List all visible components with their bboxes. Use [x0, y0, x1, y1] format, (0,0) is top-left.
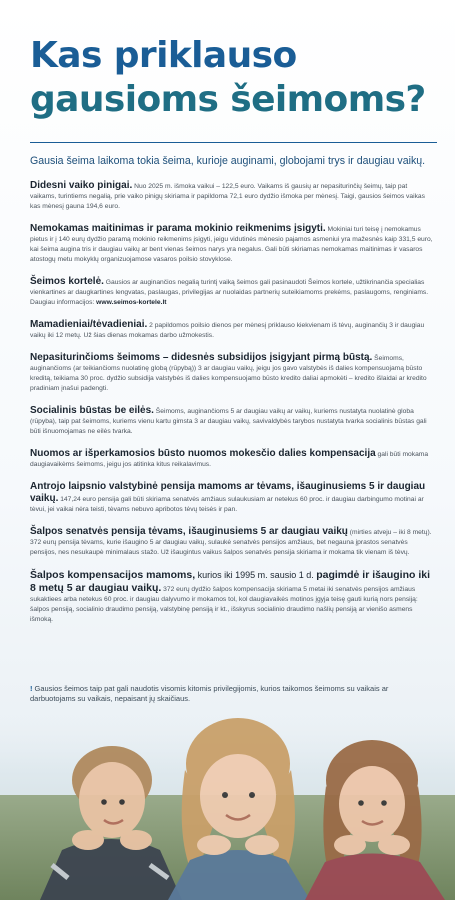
entry-heading: Nemokamas maitinimas ir parama mokinio reikmenims įsigyti. — [30, 223, 326, 234]
entry-body: Mokiniai turi teisę į nemokamus pietus ir į 140 eurų dydžio paramą mokinio reikmenims įsigyti, jeigu vidutinės mėnesio pajamos asmeniui yra mažesnės kaip 331,5 euro, kai šeima augina tris ir daugiau vaikų ar bent vienas šeimos narys yra negalus. Gali būti skiriamas nemokamas maitinimas ir vasaros atostogų metu mokyklų organizuojamose vasaros poilsio stovyklose. — [30, 226, 433, 263]
entry-body: Nuo 2025 m. išmoka vaikui – 122,5 euro. Vaikams iš gausių ar nepasiturinčių šeimų, taip pat vaikams, turintiems negalią, prie vaiko pinigų skiriama ir papildoma 72,1 euro dydžio išmoka per mėnesį. Taigi, gausios šeimos vaikas kas mėnesį gauna 194,6 euro. — [30, 183, 425, 210]
benefit-entry-relief-compensation — [30, 569, 435, 625]
entry-heading: Šalpos kompensacijos mamoms, — [30, 569, 196, 581]
benefits-list — [30, 180, 435, 636]
benefit-entry-rent-compensation — [30, 448, 435, 470]
entry-heading-mid: kurios iki 1995 m. sausio 1 d. — [195, 570, 317, 580]
benefit-entry-state-pension — [30, 481, 435, 515]
benefit-entry-housing-subsidy — [30, 352, 435, 394]
entry-body: 372 eurų dydžio šalpos kompensacija skiriama 5 metai iki senatvės pensijos amžiaus sukaktiees arba netekus 60 proc. ir daugiau dalyvumo ir mokamos tol, kol daugiavaikės motinos įgyja teisę gauti kurią nors pensiją: šalpos pensiją, socialinio draudimo pensiją, valstybinę pensiją ir kt., išskyrus socialinio draudimo našlių pensiją ar vienišo asmens išmoką. — [30, 586, 418, 623]
benefit-entry-free-meals — [30, 223, 435, 265]
entry-heading: Šalpos senatvės pensija tėvams, išauginusiems 5 ar daugiau vaikų — [30, 526, 348, 537]
title-line-1: Kas priklauso — [30, 35, 297, 76]
entry-heading: Didesni vaiko pinigai. — [30, 180, 133, 191]
entry-body: Gausios ar auginančios negalią turintį vaiką šeimos gali pasinaudoti Šeimos kortele, užtikrinančia specialias vienkartines ar daugkartines lengvatas, paslaugas, privilegijas ar nuolaidas partnerių suteikiamoms prekėms, paslaugoms, renginiams. Daugiau informacijos: — [30, 279, 429, 306]
benefit-entry-family-card — [30, 276, 435, 308]
entry-heading: Mamadieniai/tėvadieniai. — [30, 319, 148, 330]
benefit-entry-parent-days — [30, 319, 435, 341]
entry-heading: Nepasiturinčioms šeimoms – didesnės subsidijos įsigyjant pirmą būstą. — [30, 352, 373, 363]
entry-body: 147,24 euro pensija gali būti skiriama senatvės amžiaus sulaukusiam ar netekus 60 proc. ir daugiau darbingumo motinai ar tėvui, jei vaikai nėra teisti, tėvams nebuvo apribotos tėvų teisės ir pan. — [30, 496, 424, 513]
page-title — [30, 34, 440, 122]
benefit-entry-child-money — [30, 180, 435, 212]
entry-body: Šeimoms, auginančioms (ar teikiančioms nuolatinę globą (rūpybą)) 3 ar daugiau vaikų, jeigu jos gavo valstybės iš dalies kompensuojamą būsto kreditą, teikiama 30 proc. dydžio subsidija valstybės iš dalies kompensuojamo būsto kredito daliai apmokėti – kredito išlaidai ar kredito pradiniam įnašui padengti. — [30, 355, 427, 392]
footnote-text: Gausios šeimos taip pat gali naudotis visomis kitomis privilegijomis, kurios taikomos šeimoms su vaikais ar darbuotojams su vaikais, nepaisant jų skaičiaus. — [30, 684, 389, 703]
three-children-photo — [0, 700, 455, 900]
entry-body: (mirties atveju – iki 8 metų). 372 eurų pensija tėvams, kurie išaugino 5 ar daugiau vaikų, sulaukė senatvės pensijos amžiaus, bet negauna įprastos senatvės pensijos, nes nesukaupė minimalaus stažo. Už išaugintus vaikus šalpos senatvės pensija skiriama ir mokama tik vienam iš tėvų. — [30, 529, 432, 556]
entry-heading: Socialinis būstas be eilės. — [30, 405, 154, 416]
entry-heading: Šeimos kortelė. — [30, 276, 104, 287]
divider — [30, 142, 437, 143]
entry-heading-end: pagimdė ir išaugino iki 8 metų 5 ar daugiau vaikų. — [30, 569, 430, 594]
entry-body: 2 papildomos poilsio dienos per mėnesį priklauso kiekvienam iš tėvų, auginančių 3 ir daugiau vaikų iki 12 metų. Už šias dienas mokamas darbo užmokestis. — [30, 322, 425, 339]
family-card-link[interactable]: www.seimos-kortele.lt — [96, 299, 167, 306]
entry-body: gali būti mokama daugiavaikėms šeimoms, jeigu jos atitinka kitus reikalavimus. — [30, 451, 429, 468]
footnote — [30, 684, 430, 704]
title-line-2: gausioms šeimoms? — [30, 79, 426, 120]
entry-body: Šeimoms, auginančioms 5 ar daugiau vaikų ar vaikų, kuriems nustatyta nuolatinė globa (rūpyba), taip pat šeimoms, kuriems vienu kartu gimsta 3 ar daugiau vaikų, savivaldybės tarybos nustatyta tvarka socialinis būstas gali būti išnuomojamas ne eilės tvarka. — [30, 408, 427, 435]
benefit-entry-relief-pension — [30, 526, 435, 558]
entry-heading: Nuomos ar išperkamosios būsto nuomos mokesčio dalies kompensacija — [30, 448, 376, 459]
entry-heading: Antrojo laipsnio valstybinė pensija mamoms ar tėvams, išauginusiems 5 ir daugiau vaikų. — [30, 481, 426, 504]
benefit-entry-social-housing — [30, 405, 435, 437]
exclamation-icon: ! — [30, 684, 33, 693]
lead-text: Gausia šeima laikoma tokia šeima, kurioje auginami, globojami trys ir daugiau vaikų. — [30, 155, 426, 167]
